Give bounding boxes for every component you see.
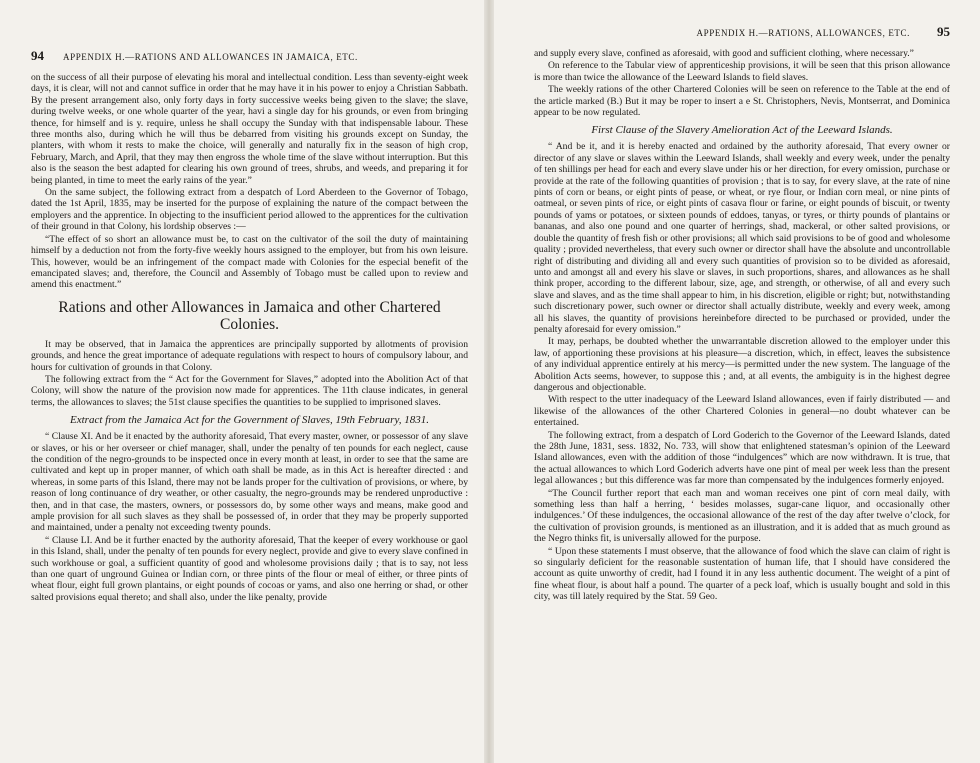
left-page [0,0,488,763]
body-paragraph: “The effect of so short an allowance must be, to cast on the cultivator of the soil the duty of maintaining himself by a deduction not from the forty-five weekly hours assigned to the employer, but from his own leisure. This, however, would be an infringement of the compact made with Colonies for the especial benefit of the emancipated slaves; and, therefore, the Council and Assembly of Tobago must be called upon to review and amend this enactment.” [31,233,468,291]
body-paragraph: It may, perhaps, be doubted whether the unwarrantable discretion allowed to the employer under this law, of apportioning these provisions at his pleasure—a discretion, which, in effect, leaves the subsistence of any individual apprentice entirely at his mercy—is permitted under the new system. The language of the Abolition Acts seems, however, to suppose this ; and, at all events, the ambiguity is in the highest degree dangerous and objectionable. [534,336,950,393]
body-paragraph: “The Council further report that each man and woman receives one pint of corn meal daily, with something less than half a herring, ‘ besides molasses, sugar-cane liquor, and occasionally other indulgences.’ Of these indulgences, the occasional allowance of the rest of the day after twelve o’clock, for the cultivation of provision grounds, is mentioned as an illustration, and it is added that as much ground as the Negro thinks fit, is universally allowed for the purpose. [534,487,950,545]
body-paragraph: On reference to the Tabular view of apprenticeship provisions, it will be seen that this prison allowance is more than twice the allowance of the Leeward Islands to field slaves. [534,60,950,83]
body-paragraph: The weekly rations of the other Chartered Colonies will be seen on reference to the Table at the end of the article marked (B.) But it may be roper to insert a e St. Christophers, Nevis, Montserrat, and Dominica appear to be now regulated. [534,84,950,119]
body-paragraph: “ Clause XI. And be it enacted by the authority aforesaid, That every master, owner, or possessor of any slave or slaves, or his or her overseer or chief manager, shall, under the penalty of ten pounds for each neglect, cause the condition of the negro-grounds to be inspected once in every month at least, in order to see that the same are cultivated and kept up in proper manner, of which oath shall be made, as in this Act is hereafter directed : and whereas, in some parts of this Island, there may not be lands proper for the cultivation of provisions, or where, by reason of long continuance of dry weather, or other casualty, the negro-grounds may be rendered unproductive : then, and in that case, the masters, owners, or possessors do, by some other ways and means, make good and ample provision for all such slaves as they shall be possessed of, in order that they may be properly supported and maintained, under a penalty not exceeding twenty pounds. [31,431,468,534]
running-header [534,24,950,48]
section-heading: Rations and other Allowances in Jamaica and other Chartered Colonies. [58,298,441,333]
body-paragraph: “ Clause LI. And be it further enacted by the authority aforesaid, That the keeper of every workhouse or gaol in this Island, shall, under the penalty of ten pounds for every neglect, provide and give to every slave confined in such workhouse or goal, a sufficient quantity of good and wholesome provisions daily ; that is to say, not less than one quart of unground Guinea or Indian corn, or three pints of the flour or meal of either, or three pints of wheat flour, eight full grown plantains, or eight pounds of cocoas or yams, and also one herring or shad, or other salted provisions equal thereto; and shall also, under the like penalty, provide [31,534,468,603]
body-paragraph: With respect to the utter inadequacy of the Leeward Island allowances, even if fairly distributed — and likewise of the allowances of the other Chartered Colonies in general—no doubt whatever can be entertained. [534,394,950,429]
clause-heading: First Clause of the Slavery Amelioration Act of the Leeward Islands. [591,124,893,137]
body-paragraph: “ And be it, and it is hereby enacted and ordained by the authority aforesaid, That every owner or director of any slave or slaves within the Leeward Islands, shall weekly and every week, under the penalty of ten shillings per head for each and every slave under his or her direction, for every omission, purchase or provide at the rate of the following quantities of provision ; that is to say, for every slave, at the rate of nine pints of corn or beans, or eight pints of pease, or wheat, or rye flour, or Indian corn meal, or nine pints of oatmeal, or seven pints of rice, or eight pints of casava flour or farine, or eight pounds of biscuit, or twenty pounds of yams or potatoes, or sixteen pounds of eddoes, tanyas, or tyres, or thirty pounds of plantains or bananas, and also one pound and one quarter of herrings, shad, mackeral, or other salted provisions, or double the quantity of fresh fish or other provisions; all which said provisions to be of good and wholesome quality ; provided nevertheless, that every such owner or director shall have the absolute and uncontrollable right of distributing and dividing all and every such quantities of provision so to be divided as aforesaid, unto and amongst all and every his slave or slaves, in such proportions, shares, and allowances as he shall think proper, according to the different labour, size, age, and strength, or otherwise, of all and every such slave and slaves, and as the time shall appear to him, in his discretion, eligible or right; but, notwithstanding such discretionary power, such owner or director shall actually distribute, weekly and every week, among all his slaves, the quantity of provisions hereinbefore directed to be purchased or provided, under the penalty aforesaid for every omission.” [534,141,950,335]
body-paragraph: It may be observed, that in Jamaica the apprentices are principally supported by allotments of provision grounds, and hence the great importance of adequate regulations with respect to hours of compulsory labour, and hours for cultivation of grounds in that Colony. [31,338,468,373]
page-number: 95 [937,24,950,39]
body-paragraph: and supply every slave, confined as aforesaid, with good and sufficient clothing, where necessary.” [534,48,914,59]
body-paragraph: The following extract, from a despatch of Lord Goderich to the Governor of the Leeward Islands, dated the 28th June, 1831, sess. 1832, No. 733, will show that enlightened statesman’s opinion of the Leeward Island allowances, even with the addition of those “indulgences” which are now withdrawn. It is true, that the actual allowances to which Lord Goderich adverts have one pint of meal per week less than the present legal allowances ; but this difference was far more than compensated by the indulgences formerly enjoyed. [534,429,950,487]
extract-heading: Extract from the Jamaica Act for the Government of Slaves, 19th February, 1831. [70,414,429,427]
running-head-title: APPENDIX H.—RATIONS AND ALLOWANCES IN JAMAICA, ETC. [63,52,358,62]
body-paragraph: The following extract from the “ Act for the Government for Slaves,” adopted into the Abolition Act of that Colony, will show the nature of the provision now made for apprentices. The 11th clause indicates, in general terms, the allowances to slaves; the 51st clause specifies the quantities to be supplied to imprisoned slaves. [31,373,468,408]
body-paragraph: on the success of all their purpose of elevating his moral and intellectual condition. Less than seventy-eight week days, it is clear, will not and cannot suffice in order that he may have it in his power to enjoy a Christian Sabbath. By the present arrangement also, only forty days in forty successive weeks being given to the slave; the slave, during twelve weeks, or one whole quarter of the year, havi a single day for his grounds, or even from bringing thence, for himself and is y. require, unless he shall occupy the Sunday with that indispensable labour. These three months also, during which he will thus be debarred from visiting his grounds except on Sunday, the planters, with whom it rests to make the choice, will generally and naturally fix in the season of high crop, February, March, and April, that they may then engross the whole time of the slave without interruption. But this also is the season the best adapted for clearing his own ground of trees, shrubs, and weeds, and preparing it for being planted, in time to meet the early rains of the year.” [31,72,468,186]
body-paragraph: “ Upon these statements I must observe, that the allowance of food which the slave can claim of right is so singularly deficient for the reasonable sustentation of human life, that I should have considered the account as quite unworthy of credit, had I found it in any less authentic document. The weight of a pint of fine wheat flour, is about half a pound. The quarter of a peck loaf, which is usually bought and sold in this city, was till lately required by the Stat. 59 Geo. [534,545,950,603]
running-header [31,48,468,72]
page-number: 94 [31,48,44,63]
body-paragraph: On the same subject, the following extract from a despatch of Lord Aberdeen to the Governor of Tobago, dated the 1st April, 1835, may be inserted for the purpose of explaining the nature of the compact between the employers and the apprentice. In objecting to the insufficient period allowed to the apprentices for the cultivation of their ground in that Colony, his lordship observes :— [31,187,468,233]
right-page [492,0,980,763]
running-head-title: APPENDIX H.—RATIONS, ALLOWANCES, ETC. [696,28,910,38]
